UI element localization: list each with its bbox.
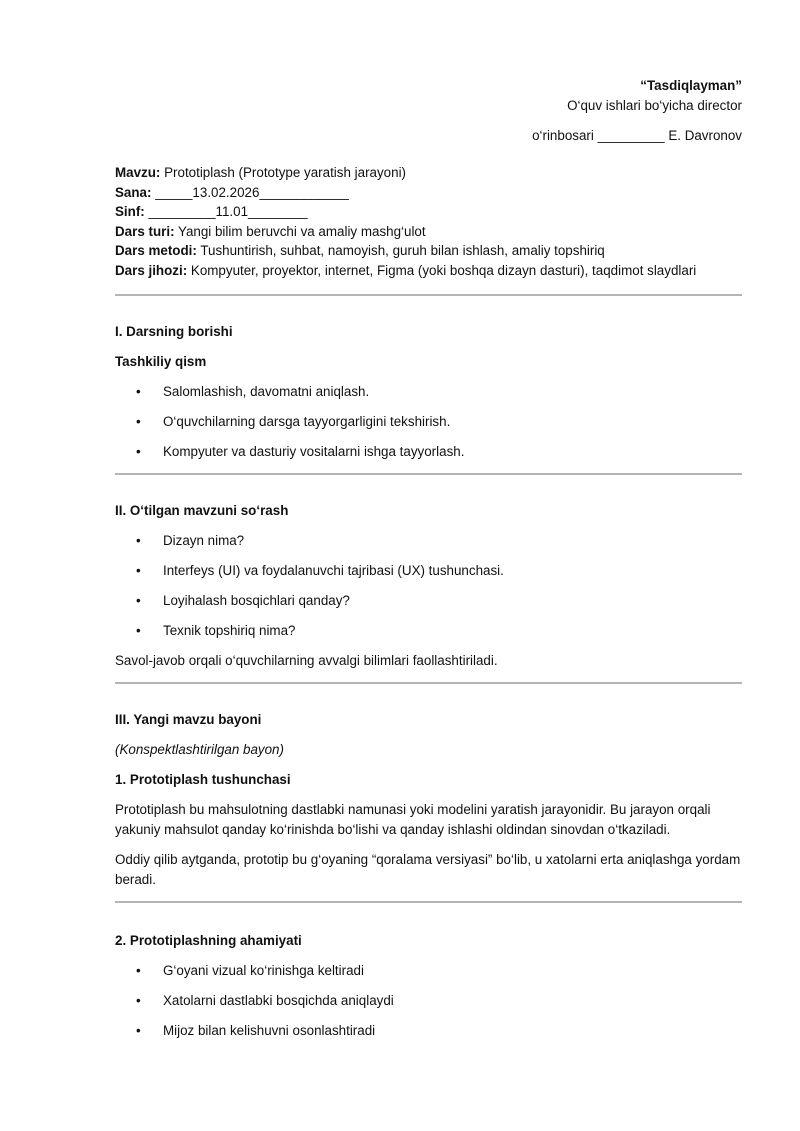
approval-signature: o‘rinbosari _________ E. Davronov <box>532 128 742 143</box>
list-item: • Mijoz bilan kelishuvni osonlashtiradi <box>115 1021 742 1041</box>
paragraph: Prototiplash bu mahsulotning dastlabki namunasi yoki modelini yaratish jarayonidir. Bu jarayon orqali yakuniy mahsulot qanday ko‘rinishda bo‘lishi va qanday ishlashi oldindan sinovdan o‘tkaziladi. <box>115 801 711 837</box>
meta-label: Sana: <box>115 184 152 200</box>
meta-lesson-method <box>115 241 742 261</box>
divider <box>115 682 742 684</box>
section-title: III. Yangi mavzu bayoni <box>115 711 262 727</box>
section-title: I. Darsning borishi <box>115 323 233 339</box>
bullet-list <box>115 531 742 641</box>
meta-date <box>115 183 742 203</box>
meta-lesson-type <box>115 222 742 242</box>
bullet-list <box>115 382 742 462</box>
divider <box>115 901 742 903</box>
list-item: • Xatolarni dastlabki bosqichda aniqlaydi <box>115 991 742 1011</box>
meta-label: Mavzu: <box>115 165 161 180</box>
meta-label: Sinf: <box>115 204 145 220</box>
divider <box>115 294 742 296</box>
meta-value: _________11.01________ <box>144 204 308 220</box>
meta-class <box>115 202 742 222</box>
section-note: (Konspektlashtirilgan bayon) <box>115 741 284 757</box>
approval-title: “Tasdiqlayman” <box>640 78 742 93</box>
list-item: • G‘oyani vizual ko‘rinishga keltiradi <box>115 961 742 981</box>
list-item: • Interfeys (UI) va foydalanuvchi tajribasi (UX) tushunchasi. <box>115 561 742 581</box>
subsection-title: 2. Prototiplashning ahamiyati <box>115 932 302 948</box>
meta-label: Dars jihozi: <box>115 262 188 278</box>
meta-label: Dars turi: <box>115 223 175 239</box>
paragraph: Savol-javob orqali o‘quvchilarning avvalgi bilimlari faollashtiriladi. <box>115 652 498 668</box>
meta-value: Kompyuter, proyektor, internet, Figma (yoki boshqa dizayn dasturi), taqdimot slaydlari <box>187 262 697 278</box>
bullet-list <box>115 961 742 1041</box>
meta-value: Tushuntirish, suhbat, namoyish, guruh bilan ishlash, amaliy topshiriq <box>196 243 605 259</box>
subsection-title: 1. Prototiplash tushunchasi <box>115 771 291 787</box>
section-title: II. O‘tilgan mavzuni so‘rash <box>115 502 289 518</box>
approval-position: O‘quv ishlari bo‘yicha director <box>567 98 742 113</box>
list-item: • Texnik topshiriq nima? <box>115 621 742 641</box>
list-item: • O‘quvchilarning darsga tayyorgarligini tekshirish. <box>115 412 742 432</box>
meta-value: Yangi bilim beruvchi va amaliy mashg‘ulot <box>174 223 426 239</box>
meta-lesson-equipment <box>115 261 742 281</box>
approval-block <box>115 76 742 146</box>
divider <box>115 473 742 475</box>
list-item: • Dizayn nima? <box>115 531 742 551</box>
list-item: • Kompyuter va dasturiy vositalarni ishga tayyorlash. <box>115 442 742 462</box>
meta-topic <box>115 163 742 183</box>
paragraph: Oddiy qilib aytganda, prototip bu g‘oyaning “qoralama versiyasi” bo‘lib, u xatolarni erta aniqlashga yordam beradi. <box>115 851 741 887</box>
subsection-title: Tashkiliy qism <box>115 353 207 369</box>
meta-value: _____13.02.2026____________ <box>151 184 349 200</box>
lesson-meta <box>115 163 742 281</box>
list-item: • Salomlashish, davomatni aniqlash. <box>115 382 742 402</box>
meta-label: Dars metodi: <box>115 243 197 259</box>
list-item: • Loyihalash bosqichlari qanday? <box>115 591 742 611</box>
meta-value: Prototiplash (Prototype yaratish jarayoni) <box>160 165 406 180</box>
